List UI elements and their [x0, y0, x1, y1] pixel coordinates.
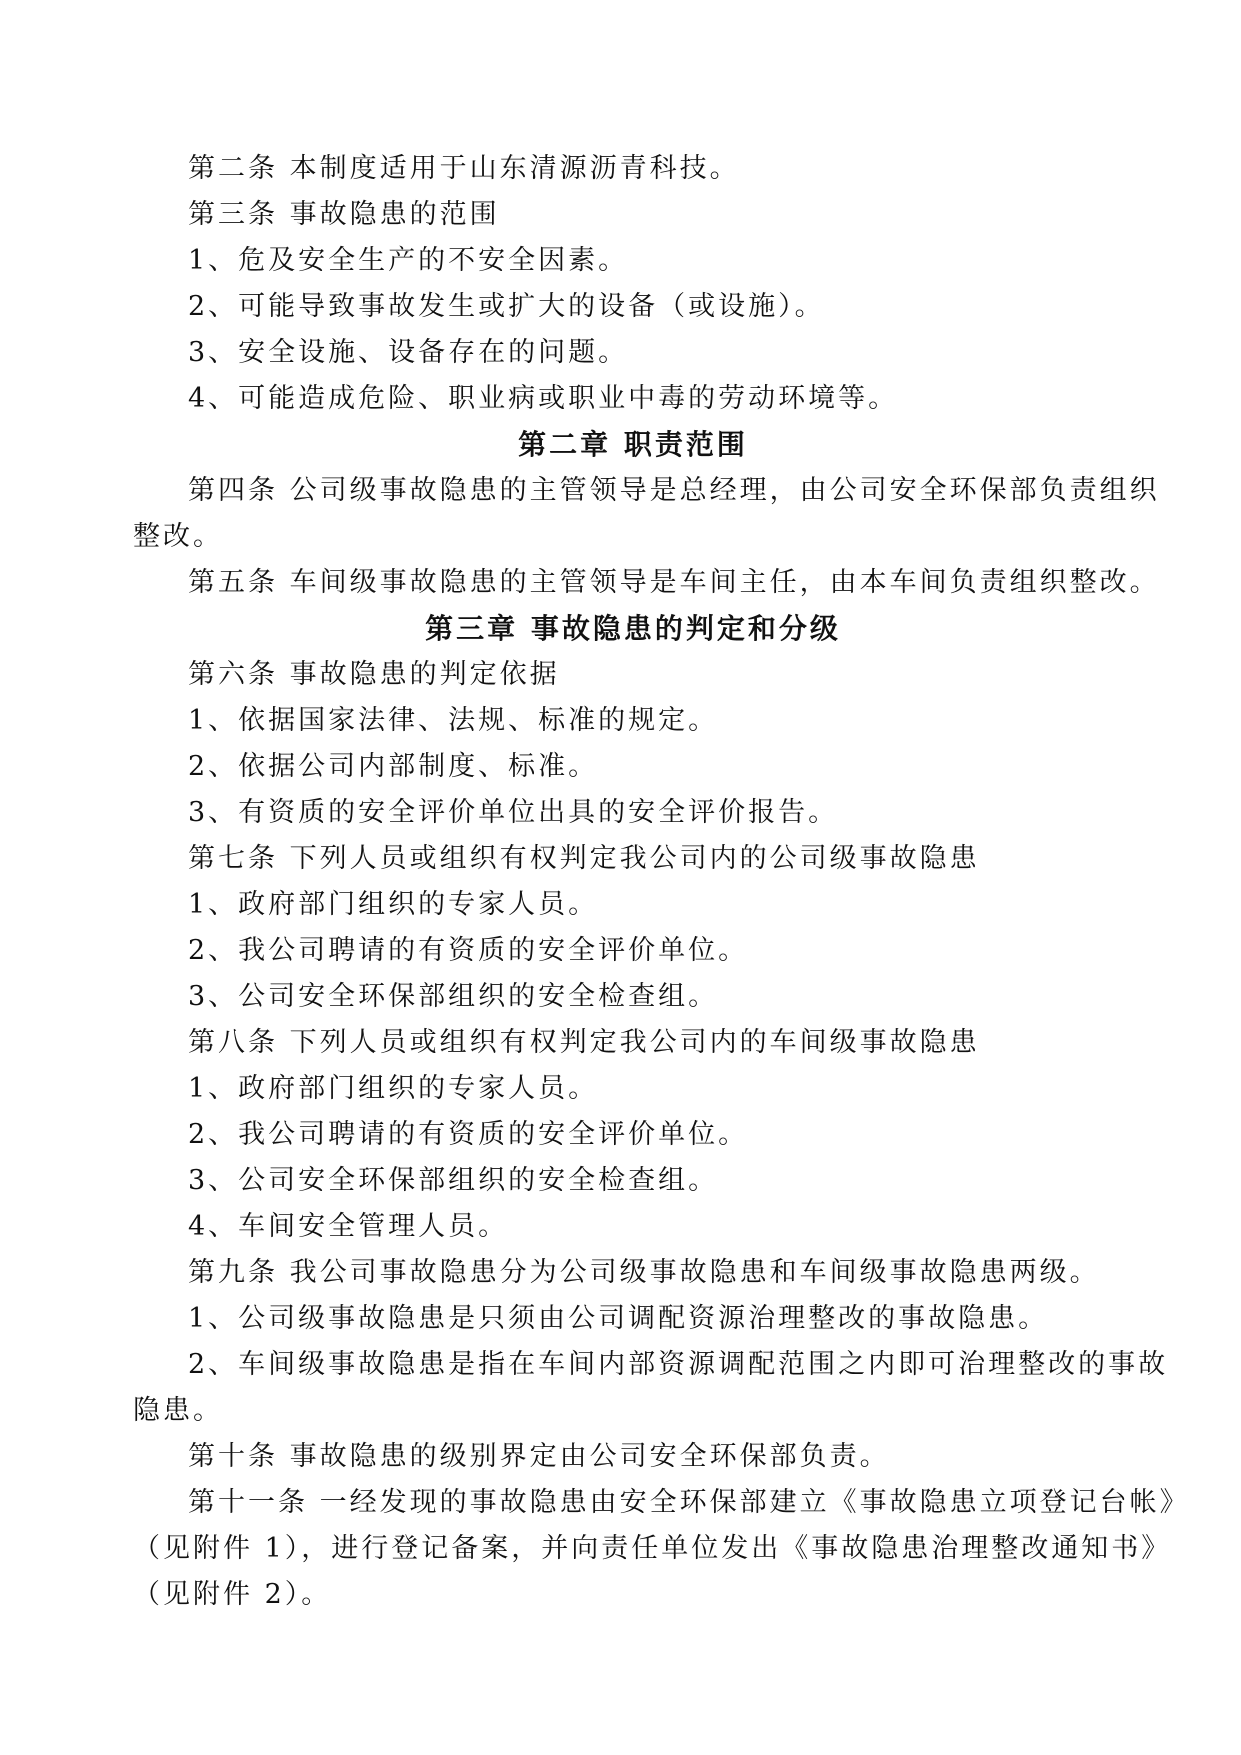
list-item: 2、可能导致事故发生或扩大的设备（或设施）。	[188, 291, 825, 322]
list-item: 1、公司级事故隐患是只须由公司调配资源治理整改的事故隐患。	[188, 1303, 1049, 1334]
list-item: 2、依据公司内部制度、标准。	[188, 751, 599, 782]
article-4-line-1: 第四条 公司级事故隐患的主管领导是总经理，由公司安全环保部负责组织	[188, 475, 1160, 506]
list-item: 2、我公司聘请的有资质的安全评价单位。	[188, 1119, 749, 1150]
article-11-line-1: 第十一条 一经发现的事故隐患由安全环保部建立《事故隐患立项登记台帐》	[188, 1487, 1190, 1518]
article-5: 第五条 车间级事故隐患的主管领导是车间主任，由本车间负责组织整改。	[188, 567, 1160, 598]
list-item: 4、可能造成危险、职业病或职业中毒的劳动环境等。	[188, 383, 899, 414]
article-11-line-3: （见附件 2）。	[133, 1579, 332, 1610]
list-item: 2、我公司聘请的有资质的安全评价单位。	[188, 935, 749, 966]
article-2: 第二条 本制度适用于山东清源沥青科技。	[188, 153, 740, 184]
list-item: 1、危及安全生产的不安全因素。	[188, 245, 629, 276]
list-item-line-2: 隐患。	[133, 1395, 223, 1426]
list-item-line-1: 2、车间级事故隐患是指在车间内部资源调配范围之内即可治理整改的事故	[188, 1349, 1169, 1380]
article-3: 第三条 事故隐患的范围	[188, 199, 500, 230]
list-item: 3、公司安全环保部组织的安全检查组。	[188, 1165, 719, 1196]
article-10: 第十条 事故隐患的级别界定由公司安全环保部负责。	[188, 1441, 890, 1472]
list-item: 3、有资质的安全评价单位出具的安全评价报告。	[188, 797, 839, 828]
article-11-line-2: （见附件 1），进行登记备案，并向责任单位发出《事故隐患治理整改通知书》	[133, 1533, 1172, 1564]
article-6: 第六条 事故隐患的判定依据	[188, 659, 560, 690]
article-4-line-2: 整改。	[133, 521, 223, 552]
list-item: 3、公司安全环保部组织的安全检查组。	[188, 981, 719, 1012]
list-item: 1、依据国家法律、法规、标准的规定。	[188, 705, 719, 736]
list-item: 1、政府部门组织的专家人员。	[188, 889, 599, 920]
document-body	[133, 146, 1190, 1618]
article-8: 第八条 下列人员或组织有权判定我公司内的车间级事故隐患	[188, 1027, 980, 1058]
article-9: 第九条 我公司事故隐患分为公司级事故隐患和车间级事故隐患两级。	[188, 1257, 1100, 1288]
list-item: 3、安全设施、设备存在的问题。	[188, 337, 629, 368]
article-7: 第七条 下列人员或组织有权判定我公司内的公司级事故隐患	[188, 843, 980, 874]
list-item: 1、政府部门组织的专家人员。	[188, 1073, 599, 1104]
chapter-3-heading: 第三章 事故隐患的判定和分级	[425, 612, 841, 645]
list-item: 4、车间安全管理人员。	[188, 1211, 509, 1242]
chapter-2-heading: 第二章 职责范围	[518, 428, 748, 461]
